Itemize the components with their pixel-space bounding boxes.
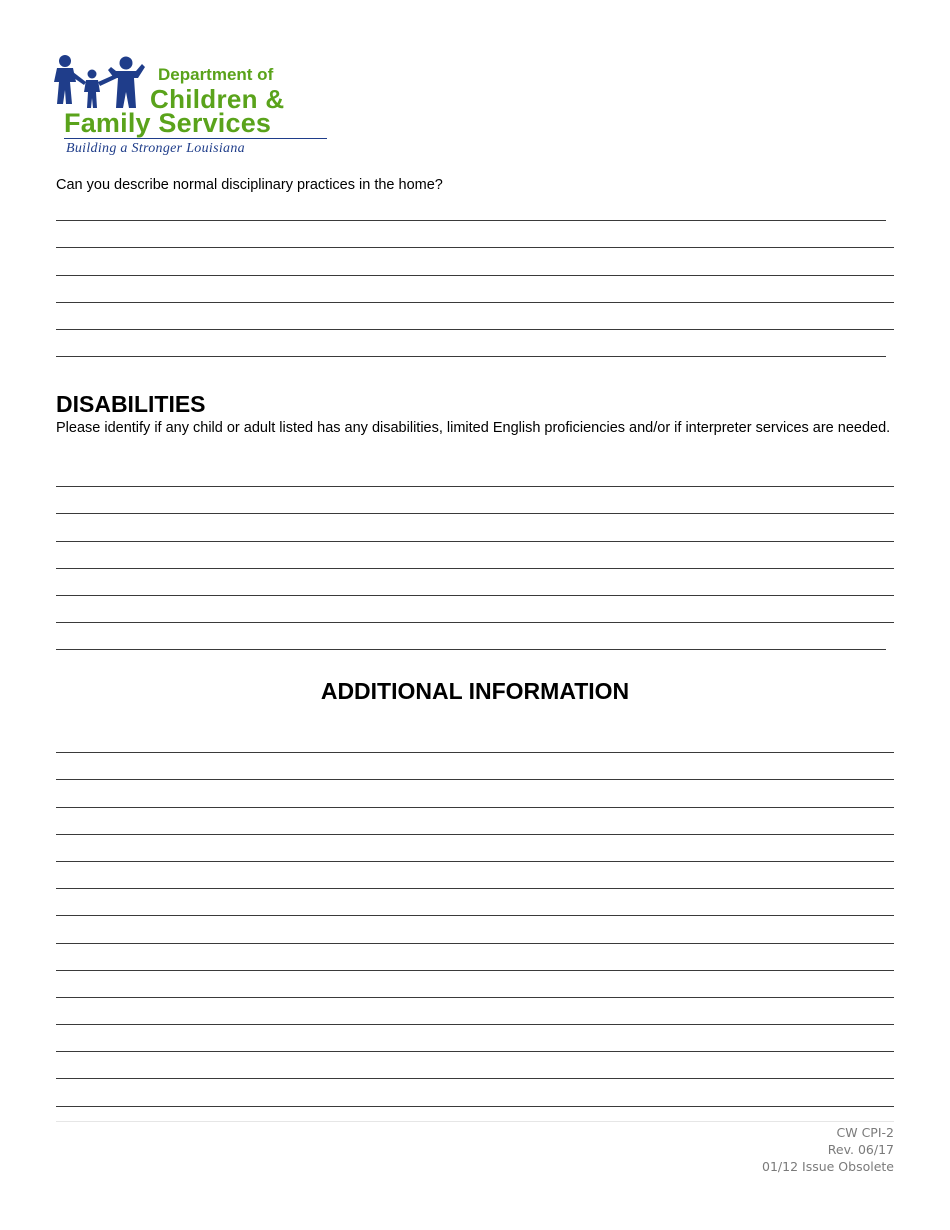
answer-line[interactable] bbox=[56, 221, 894, 248]
logo-tagline: Building a Stronger Louisiana bbox=[66, 141, 245, 156]
logo-divider bbox=[64, 138, 327, 139]
disabilities-heading: DISABILITIES bbox=[56, 391, 206, 417]
logo-family-services-text: Family Services bbox=[64, 108, 272, 138]
additional-information-heading: ADDITIONAL INFORMATION bbox=[320, 678, 630, 704]
answer-line[interactable] bbox=[56, 276, 894, 303]
obsolete-notice: 01/12 Issue Obsolete bbox=[762, 1159, 894, 1174]
answer-line[interactable] bbox=[56, 303, 894, 330]
disabilities-instructions: Please identify if any child or adult listed has any disabilities, limited English proficiencies and/or if interpreter services are needed. bbox=[56, 420, 891, 436]
discipline-answer-lines[interactable] bbox=[56, 194, 894, 357]
answer-line[interactable] bbox=[56, 998, 894, 1025]
footer-divider bbox=[56, 1121, 894, 1122]
disabilities-answer-lines[interactable] bbox=[56, 460, 894, 650]
answer-line[interactable] bbox=[56, 1052, 894, 1079]
additional-information-lines[interactable] bbox=[56, 726, 894, 1107]
dcfs-logo bbox=[54, 52, 334, 160]
discipline-question: Can you describe normal disciplinary practices in the home? bbox=[56, 177, 443, 193]
logo-department-text: Department of bbox=[158, 65, 274, 84]
form-revision: Rev. 06/17 bbox=[827, 1142, 894, 1157]
answer-line[interactable] bbox=[56, 194, 886, 221]
answer-line[interactable] bbox=[56, 514, 894, 541]
answer-line[interactable] bbox=[56, 460, 894, 487]
answer-line[interactable] bbox=[56, 808, 894, 835]
answer-line[interactable] bbox=[56, 596, 894, 623]
answer-line[interactable] bbox=[56, 944, 894, 971]
answer-line[interactable] bbox=[56, 248, 894, 275]
answer-line[interactable] bbox=[56, 889, 894, 916]
answer-line[interactable] bbox=[56, 726, 894, 753]
answer-line[interactable] bbox=[56, 780, 894, 807]
answer-line[interactable] bbox=[56, 916, 894, 943]
form-footer bbox=[762, 1124, 894, 1175]
answer-line[interactable] bbox=[56, 542, 894, 569]
answer-line[interactable] bbox=[56, 862, 894, 889]
answer-line[interactable] bbox=[56, 487, 894, 514]
logo-children-text: Children & bbox=[150, 84, 285, 114]
answer-line[interactable] bbox=[56, 1079, 894, 1106]
answer-line[interactable] bbox=[56, 623, 886, 650]
answer-line[interactable] bbox=[56, 835, 894, 862]
answer-line[interactable] bbox=[56, 1025, 894, 1052]
answer-line[interactable] bbox=[56, 330, 886, 357]
form-id: CW CPI-2 bbox=[836, 1125, 894, 1140]
answer-line[interactable] bbox=[56, 971, 894, 998]
answer-line[interactable] bbox=[56, 569, 894, 596]
answer-line[interactable] bbox=[56, 753, 894, 780]
